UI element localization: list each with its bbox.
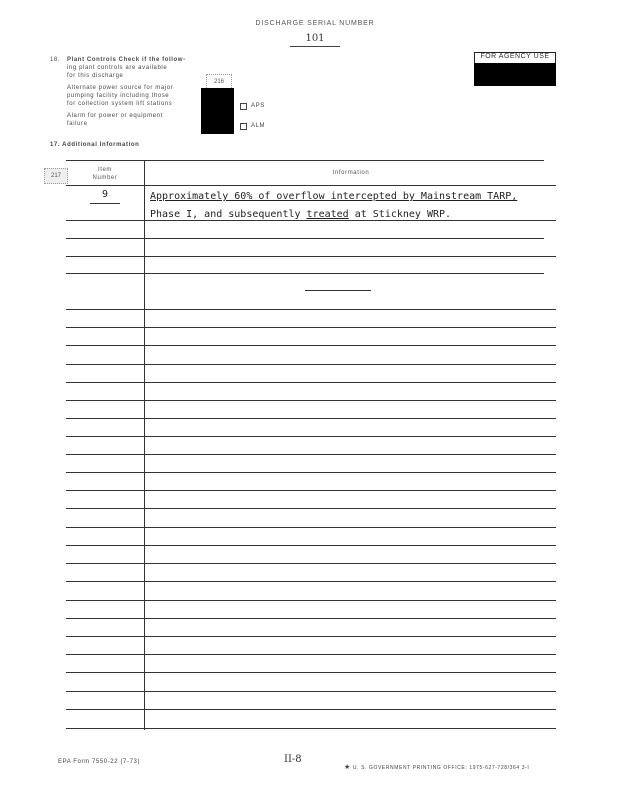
serial-underline (290, 46, 340, 47)
page-number: II-8 (284, 754, 302, 765)
additional-information-title: 17. Additional Information (50, 142, 140, 148)
entry-line-2-part-b: treated (306, 209, 349, 220)
agency-use-label: FOR AGENCY USE (480, 53, 550, 60)
entry-line-2-part-a: Phase I, and subsequently (150, 209, 307, 220)
aps-checkbox[interactable] (240, 103, 247, 110)
item-number-header (66, 166, 144, 182)
plant-controls-line-1: Plant Controls Check if the follow- (67, 57, 186, 63)
alm-label: ALM (251, 123, 266, 129)
item-header-line-2: Number (92, 175, 118, 181)
entry-line-2-part-c: at Stickney WRP. (348, 209, 452, 220)
alt-power-line-2: pumping facility including those (67, 93, 170, 99)
item-header-line-1: Item (97, 167, 113, 173)
entry-information-line-1: Approximately 60% of overflow intercepted by Mainstream TARP, (150, 191, 518, 202)
entry-information-line-2 (150, 209, 451, 220)
plant-controls-line-3: for this discharge (67, 73, 124, 79)
section-18-number: 18. (50, 57, 60, 63)
alt-power-line-1: Alternate power source for major (67, 85, 174, 91)
plant-controls-redaction (201, 88, 234, 134)
epa-form-number: EPA Form 7550-22 (7-73) (58, 759, 141, 765)
item-number-underline (90, 203, 120, 204)
aps-label: APS (251, 103, 265, 109)
printing-office-note (344, 763, 529, 771)
agency-use-redaction (474, 63, 556, 86)
alarm-line-1: Alarm for power or equipment (67, 113, 163, 119)
field-code-216: 216 (206, 74, 232, 90)
field-code-217: 217 (44, 168, 68, 184)
entry-item-number: 9 (101, 189, 109, 200)
plant-controls-line-2: ing plant controls are available (67, 65, 168, 71)
discharge-serial-number: 101 (305, 33, 325, 44)
discharge-serial-label: DISCHARGE SERIAL NUMBER (255, 20, 375, 27)
information-header: Information (332, 170, 370, 176)
alarm-line-2: failure (67, 121, 88, 127)
star-icon: ★ (344, 764, 351, 771)
alm-checkbox[interactable] (240, 123, 247, 130)
alt-power-line-3: for collection system lift stations (67, 101, 173, 107)
printing-office-text: U. S. GOVERNMENT PRINTING OFFICE: 1975-627-728/364 3-I (352, 765, 530, 771)
